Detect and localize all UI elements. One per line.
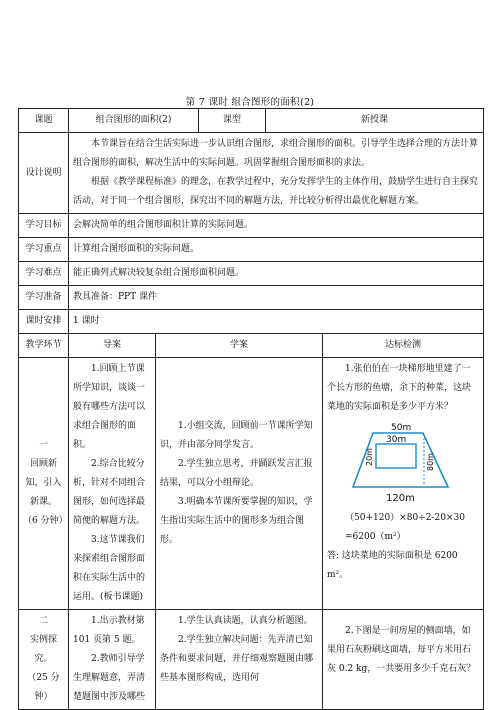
study-column-header: 学案 xyxy=(156,334,323,358)
key-label: 学习重点 xyxy=(19,238,69,262)
stage-2-row xyxy=(19,610,484,710)
stage-column-header: 教学环节 xyxy=(19,334,69,358)
topic-label: 课题 xyxy=(19,109,69,133)
guide-column-header: 导案 xyxy=(69,334,156,358)
stage-1-guide-item: 2.综合比较分析，针对不同组合图形，如何选择最简便的解题方法。 xyxy=(73,459,146,526)
design-label: 设计说明 xyxy=(19,133,69,214)
schedule-value: 1 课时 xyxy=(69,310,484,334)
stage-2-guide-item: 2.教师引导学生理解题意，弄清楚题图中涉及哪些 xyxy=(73,654,146,702)
stage-1-study-item: 3.明确本节课所要掌握的知识，学生指出实际生活中的图形多为组合图形。 xyxy=(160,497,313,545)
stage-1-check xyxy=(323,358,484,610)
goal-label: 学习目标 xyxy=(19,214,69,238)
prep-row xyxy=(19,286,484,310)
stage-2-check xyxy=(323,610,484,710)
check-question-2: 2.下图是一间房屋的侧面墙，如果用石灰粉刷这面墙，每平方米用石灰 0.2 kg，一共要用多少千克石灰？ xyxy=(327,626,476,674)
label-top-50m: 50m xyxy=(391,423,412,433)
stage-1-guide xyxy=(69,358,156,610)
goal-row xyxy=(19,214,484,238)
design-row xyxy=(19,133,484,214)
prep-label: 学习准备 xyxy=(19,286,69,310)
stage-2-guide-item: 1.出示教材第 101 页第 5 题。 xyxy=(73,616,145,645)
stage-1-number: 一 xyxy=(38,440,48,450)
document-title: 第 7 课时 组合图形的面积(2) xyxy=(185,97,315,108)
type-label: 课型 xyxy=(199,109,266,133)
goal-value: 会解决简单的组合图形面积计算的实际问题。 xyxy=(69,214,484,238)
stage-1-study xyxy=(156,358,323,610)
design-paragraph-2: 根据《教学课程标准》的理念，在教学过程中，充分发挥学生的主体作用，鼓励学生进行自主探究活动，对于同一个组合图形，探究出不同的解题方法，并比较分析得出最优化解题方案。 xyxy=(73,177,479,206)
check-result: =6200（m²） xyxy=(345,532,406,542)
label-left-20m: 20m xyxy=(365,448,374,466)
difficulty-row xyxy=(19,262,484,286)
type-value: 新授课 xyxy=(266,109,484,133)
design-paragraph-1: 本节课旨在结合生活实际进一步认识组合图形，求组合图形的面积。引导学生选择合理的方法计算组合图形的面积，解决生活中的实际问题。巩固掌握组合图形面积的求法。 xyxy=(73,139,479,168)
design-content xyxy=(69,133,484,214)
stage-2-time: （25 分钟） xyxy=(27,673,60,702)
stage-2-study-item: 2.学生独立解决问题：先弄清已知条件和要求问题，并仔细观察题图由哪些基本图形构成，选用何 xyxy=(160,635,314,683)
stage-2-study-item: 1.学生认真读题，认真分析题图。 xyxy=(178,616,313,626)
stage-2-number: 二 xyxy=(38,616,48,626)
prep-value: 教具准备：PPT 课件 xyxy=(69,286,484,310)
stage-1-study-item: 1.小组交流，回顾前一节课所学知识，并由部分同学发言。 xyxy=(160,421,313,450)
check-question-1: 1.张伯伯在一块梯形地里建了一个长方形的鱼塘，余下的种菜，这块菜地的实际面积是多少平方米？ xyxy=(327,364,472,412)
difficulty-value: 能正确列式解决较复杂组合图形面积问题。 xyxy=(69,262,484,286)
stage-2-study xyxy=(156,610,323,710)
schedule-row xyxy=(19,310,484,334)
topic-value: 组合图形的面积(2) xyxy=(69,109,199,133)
stage-1-time: （6 分钟） xyxy=(23,516,68,526)
stage-2-name: 实例探究。 xyxy=(29,635,57,664)
stage-1-guide-item: 3.这节课我们来探索组合图形面积在实际生活中的运用。(板书课题) xyxy=(73,535,146,602)
lesson-plan-table xyxy=(18,108,484,710)
label-bottom-120m: 120m xyxy=(386,493,415,504)
pond-rectangle xyxy=(376,444,416,468)
schedule-label: 课时安排 xyxy=(19,310,69,334)
topic-row xyxy=(19,109,484,133)
column-header-row xyxy=(19,334,484,358)
stage-2-cell xyxy=(19,610,69,710)
stage-2-guide xyxy=(69,610,156,710)
key-value: 计算组合图形面积的实际问题。 xyxy=(69,238,484,262)
check-column-header: 达标检测 xyxy=(323,334,484,358)
check-answer: 答: 这块菜地的实际面积是 6200 m²。 xyxy=(327,551,458,580)
stage-1-cell xyxy=(19,358,69,610)
difficulty-label: 学习难点 xyxy=(19,262,69,286)
label-inner-30m: 30m xyxy=(386,435,407,445)
key-row xyxy=(19,238,484,262)
stage-1-row xyxy=(19,358,484,610)
stage-1-guide-item: 1.回顾上节课所学知识，谈谈一般有哪些方法可以求组合图形的面积。 xyxy=(73,364,146,450)
stage-1-name: 回顾新知，引入新课。 xyxy=(25,459,62,507)
check-calc: （50+120）×80÷2-20×30 xyxy=(345,513,465,523)
trapezoid-pond-diagram xyxy=(348,421,458,507)
label-right-80m: 80m xyxy=(426,453,435,471)
stage-1-study-item: 2.学生独立思考，并踊跃发言汇报结果，可以分小组辩论。 xyxy=(160,459,313,488)
